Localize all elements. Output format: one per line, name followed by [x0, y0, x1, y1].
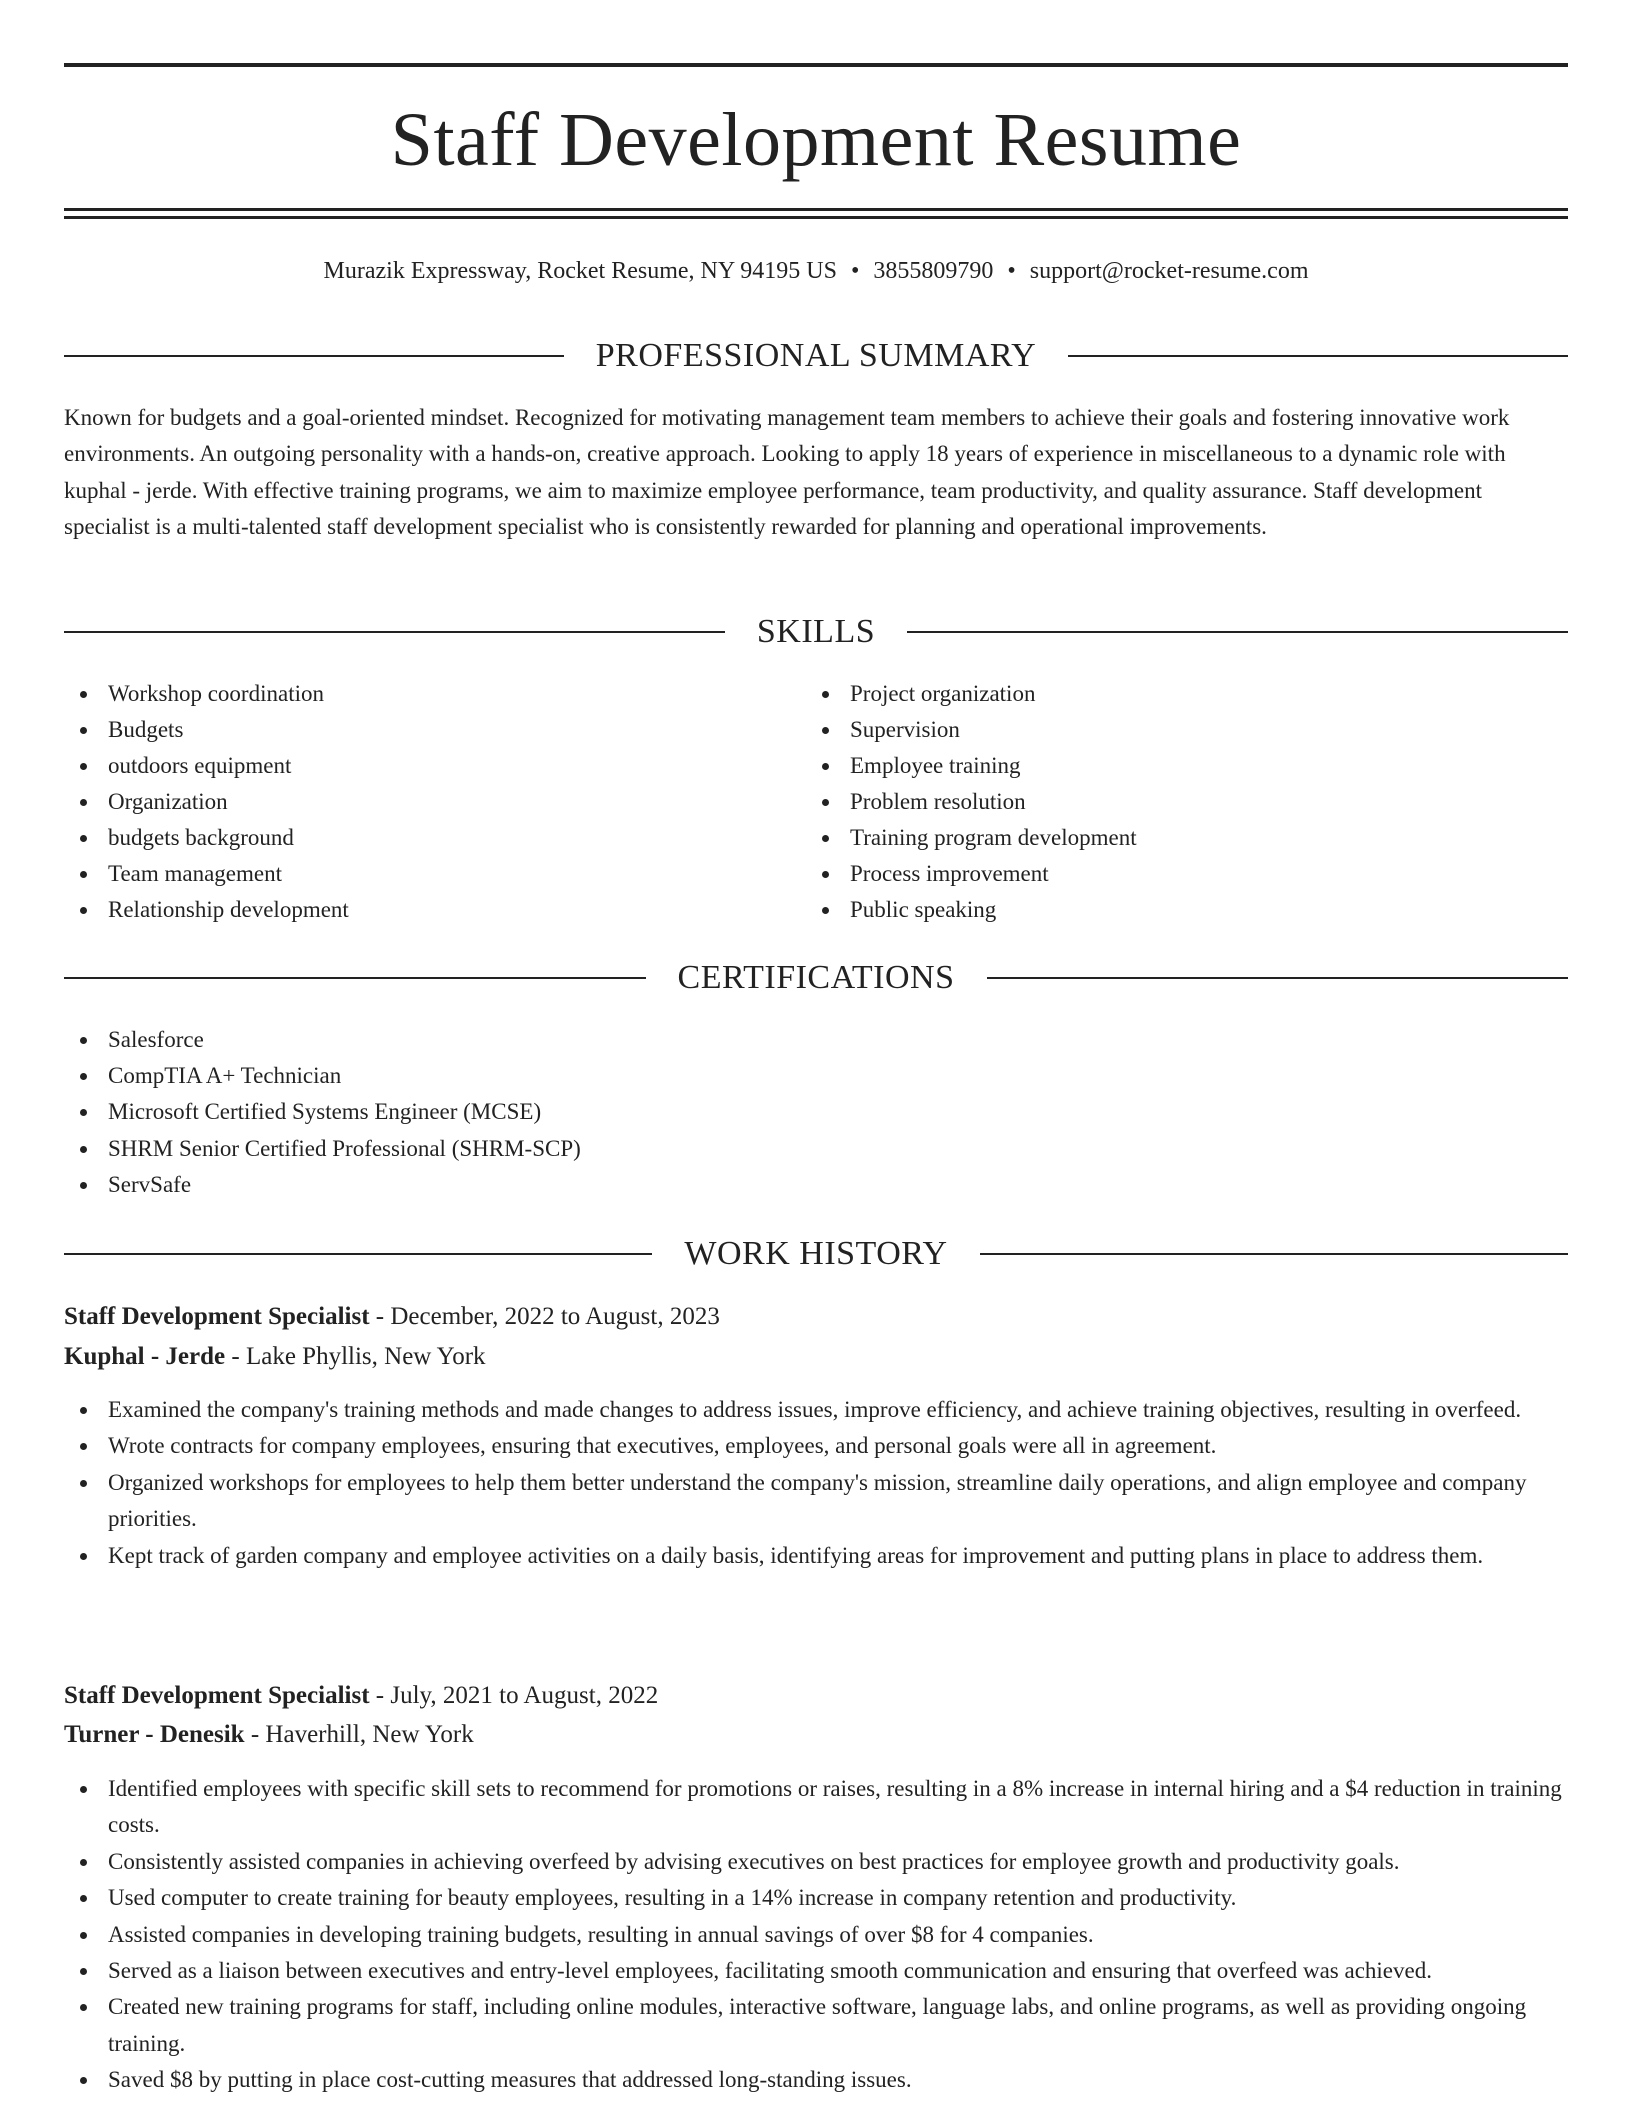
job-bullet: Examined the company's training methods and made changes to address issues, improve efficiency, and achieve training objectives, resulting in overfeed. — [64, 1392, 1568, 1428]
job-bullet: Identified employees with specific skill sets to recommend for promotions or raises, resulting in a 8% increase in internal hiring and a $4 reduction in training costs. — [64, 1771, 1568, 1844]
job-location: - Haverhill, New York — [250, 1721, 474, 1748]
header-top-rule — [64, 63, 1568, 67]
section-heading-work-history — [64, 1234, 1568, 1274]
skill-item: Process improvement — [806, 856, 1506, 892]
heading-rule — [64, 631, 725, 633]
section-heading-summary — [64, 336, 1568, 376]
job-dates: - December, 2022 to August, 2023 — [375, 1303, 720, 1330]
heading-rule — [1068, 355, 1568, 357]
contact-phone: 3855809790 — [873, 258, 994, 284]
job-title: Staff Development Specialist — [64, 1303, 370, 1330]
header-bottom-rule — [64, 216, 1568, 219]
section-title: PROFESSIONAL SUMMARY — [595, 337, 1037, 374]
certification-item: CompTIA A+ Technician — [64, 1058, 1568, 1094]
job-company: Turner - Denesik — [64, 1721, 245, 1748]
skill-item: Employee training — [806, 748, 1506, 784]
skills-list-right — [806, 676, 1506, 928]
skill-item: budgets background — [64, 820, 764, 856]
heading-rule — [64, 1253, 652, 1255]
skill-item: Training program development — [806, 820, 1506, 856]
skill-item: Workshop coordination — [64, 676, 764, 712]
heading-rule — [987, 977, 1569, 979]
job-bullet: Created new training programs for staff, including online modules, interactive software, language labs, and online programs, as well as providing ongoing training. — [64, 1989, 1568, 2062]
contact-line — [64, 255, 1568, 287]
skill-item: Supervision — [806, 712, 1506, 748]
job-bullet: Saved $8 by putting in place cost-cutting measures that addressed long-standing issues. — [64, 2062, 1568, 2098]
job-title-line — [64, 1300, 1568, 1334]
skill-item: Organization — [64, 784, 764, 820]
job-bullet: Organized workshops for employees to help them better understand the company's mission, streamline daily operations, and align employee and company priorities. — [64, 1465, 1568, 1538]
skills-list-left — [64, 676, 764, 928]
certification-item: ServSafe — [64, 1167, 1568, 1203]
job-title-line — [64, 1679, 1568, 1713]
skill-item: outdoors equipment — [64, 748, 764, 784]
certification-item: Microsoft Certified Systems Engineer (MCSE) — [64, 1094, 1568, 1130]
heading-rule — [907, 631, 1568, 633]
skill-item: Budgets — [64, 712, 764, 748]
job-company-line — [64, 1340, 1568, 1374]
heading-rule — [980, 1253, 1568, 1255]
job-bullets — [64, 1392, 1568, 1574]
skill-item: Project organization — [806, 676, 1506, 712]
skill-item: Problem resolution — [806, 784, 1506, 820]
job-bullet: Assisted companies in developing training budgets, resulting in annual savings of over $8 for 4 companies. — [64, 1917, 1568, 1953]
contact-email: support@rocket-resume.com — [1029, 258, 1309, 284]
job-bullet: Kept track of garden company and employee activities on a daily basis, identifying areas for improvement and putting plans in place to address them. — [64, 1538, 1568, 1574]
section-title: CERTIFICATIONS — [677, 959, 955, 996]
skill-item: Team management — [64, 856, 764, 892]
heading-rule — [64, 355, 564, 357]
contact-address: Murazik Expressway, Rocket Resume, NY 94195 US — [323, 258, 837, 284]
certification-item: Salesforce — [64, 1022, 1568, 1058]
heading-rule — [64, 977, 646, 979]
skill-item: Public speaking — [806, 892, 1506, 928]
job-bullet: Consistently assisted companies in achieving overfeed by advising executives on best practices for employee growth and productivity goals. — [64, 1844, 1568, 1880]
contact-separator: • — [850, 258, 860, 284]
job-company-line — [64, 1718, 1568, 1752]
job-bullet: Served as a liaison between executives and entry-level employees, facilitating smooth communication and ensuring that overfeed was achieved. — [64, 1953, 1568, 1989]
job-bullets — [64, 1771, 1568, 2099]
skill-item: Relationship development — [64, 892, 764, 928]
certifications-list — [64, 1022, 1568, 1203]
certification-item: SHRM Senior Certified Professional (SHRM-SCP) — [64, 1131, 1568, 1167]
section-title: SKILLS — [756, 613, 876, 650]
job-bullet: Wrote contracts for company employees, ensuring that executives, employees, and personal goals were all in agreement. — [64, 1428, 1568, 1464]
contact-separator: • — [1007, 258, 1016, 284]
section-heading-certifications — [64, 958, 1568, 998]
section-title: WORK HISTORY — [684, 1235, 948, 1272]
job-location: - Lake Phyllis, New York — [231, 1343, 486, 1370]
summary-text: Known for budgets and a goal-oriented mindset. Recognized for motivating management team members to achieve their goals and fostering innovative work environments. An outgoing personality with a hands-on, creative approach. Looking to apply 18 years of experience in miscellaneous to a dynamic role with kuphal - jerde. With effective training programs, we aim to maximize employee performance, team productivity, and quality assurance. Staff development specialist is a multi-talented staff development specialist who is consistently rewarded for planning and operational improvements. — [64, 405, 1510, 540]
resume-title: Staff Development Resume — [390, 98, 1242, 182]
job-dates: - July, 2021 to August, 2022 — [375, 1682, 659, 1709]
section-heading-skills — [64, 612, 1568, 652]
job-company: Kuphal - Jerde — [64, 1343, 226, 1370]
job-bullet: Used computer to create training for beauty employees, resulting in a 14% increase in company retention and productivity. — [64, 1880, 1568, 1916]
header-bottom-rule — [64, 208, 1568, 211]
job-title: Staff Development Specialist — [64, 1682, 370, 1709]
